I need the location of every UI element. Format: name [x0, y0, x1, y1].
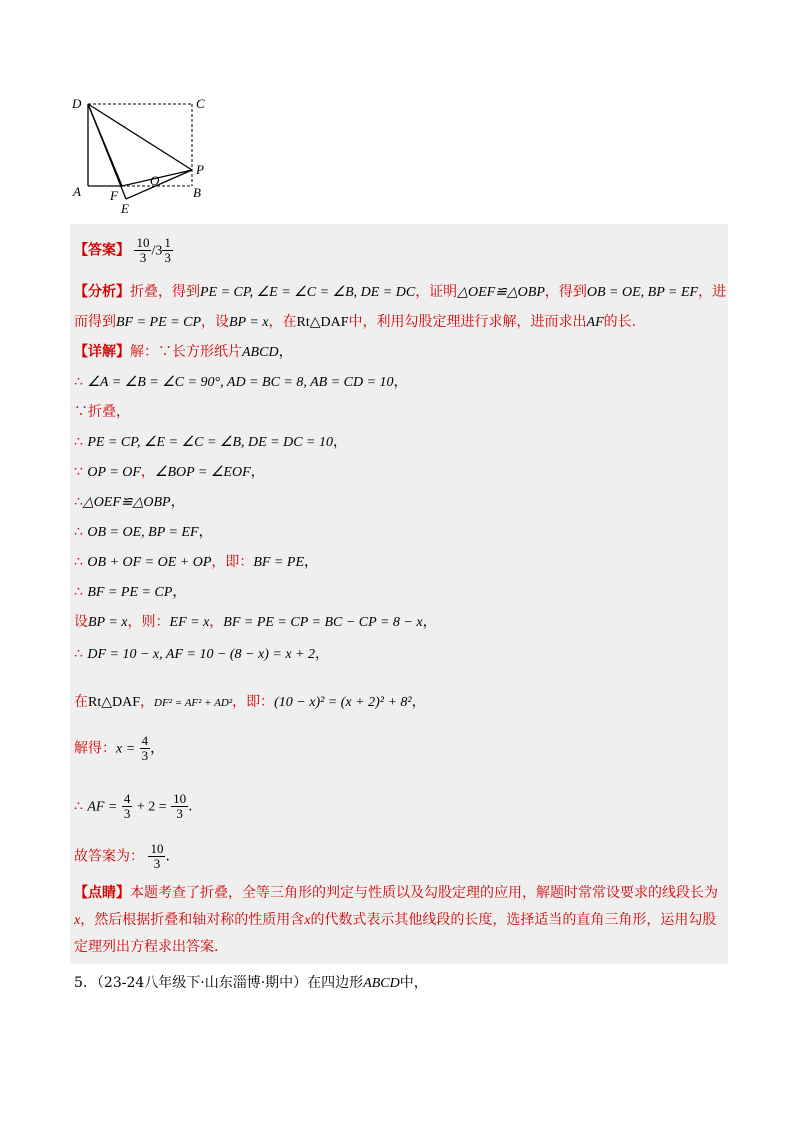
question-source: （23-24八年级下·山东淄博·期中）	[96, 975, 308, 991]
detail-line-7: ∴ OB = OE, BP = EF，	[74, 524, 213, 540]
detail-line-14: ∴ AF = $\frac{4}{3}$ + 2 = $\frac{10}{3}$ .	[74, 791, 193, 821]
detail-line-13: 解得：x = $\frac{4}{3}$ ，	[74, 733, 165, 763]
af-fraction-2: $\frac{10}{3}$	[173, 791, 187, 821]
label-d: D	[72, 96, 82, 111]
detail-line-12: 在Rt△DAF，DF² = AF² + AD²，即：(10 − x)² = (x + 2)² + 8²，	[74, 694, 426, 710]
detail-line-11: ∴ DF = 10 − x, AF = 10 − (8 − x) = x + 2，	[74, 646, 329, 662]
detail-line-2: ∴ ∠A = ∠B = ∠C = 90°, AD = BC = 8, AB = CD = 10，	[74, 374, 408, 390]
detail-line-3: ∵折叠，	[74, 404, 130, 420]
analysis-tag: 【分析】	[74, 284, 130, 300]
label-e: E	[121, 201, 129, 216]
detail-tag: 【详解】	[74, 344, 130, 360]
label-o: O	[150, 173, 160, 188]
geometry-figure	[66, 92, 216, 217]
detail-line-4: ∴ PE = CP, ∠E = ∠C = ∠B, DE = DC = 10，	[74, 434, 348, 450]
question-5: 5．（23-24八年级下·山东淄博·期中）在四边形ABCD中，	[74, 975, 428, 991]
question-number: 5．	[74, 975, 97, 991]
answer-line	[74, 236, 173, 265]
label-c: C	[196, 96, 205, 111]
answer-fraction-1: $\frac{10}{3}$	[136, 235, 150, 265]
detail-line-9: ∴ BF = PE = CP，	[74, 584, 187, 600]
analysis-line-2: 而得到BF = PE = CP，设BP = x，在Rt△DAF中，利用勾股定理进行求解，进而求出AF的长.	[74, 314, 637, 330]
label-p: P	[196, 162, 204, 177]
analysis-line-1: 【分析】折叠，得到PE = CP, ∠E = ∠C = ∠B, DE = DC，证明△OEF≌△OBP，得到OB = OE, BP = EF，进	[74, 284, 727, 300]
detail-line-10: 设BP = x，则：EF = x，BF = PE = CP = BC − CP = 8 − x，	[74, 614, 437, 630]
comment-tag: 【点睛】	[74, 885, 130, 901]
label-b: B	[193, 185, 201, 200]
folded-rectangle-diagram	[66, 92, 216, 217]
x-fraction: $\frac{4}{3}$	[141, 733, 149, 763]
segment-dp	[88, 104, 192, 170]
af-fraction-1: $\frac{4}{3}$	[123, 791, 131, 821]
answer-separator: /3	[151, 243, 163, 259]
segment-de	[88, 104, 126, 199]
detail-line-6: ∴△OEF≌△OBP，	[74, 494, 185, 510]
final-answer-fraction: $\frac{10}{3}$	[150, 841, 164, 871]
detail-line-15: 故答案为： $\frac{10}{3}$ .	[74, 841, 170, 871]
detail-line-1: 【详解】解：∵长方形纸片ABCD，	[74, 344, 293, 360]
answer-fraction-2: $\frac{1}{3}$	[164, 235, 171, 265]
answer-tag: 【答案】	[74, 242, 130, 259]
detail-line-5: ∵ OP = OF，∠BOP = ∠EOF，	[74, 464, 265, 480]
detail-line-8: ∴ OB + OF = OE + OP，即：BF = PE，	[74, 554, 319, 570]
label-f: F	[110, 188, 118, 203]
comment-paragraph: 【点睛】本题考查了折叠，全等三角形的判定与性质以及勾股定理的应用，解题时常常设要求的线段长为x，然后根据折叠和轴对称的性质用含x的代数式表示其他线段的长度，选择适当的直角三角形，运用勾股定理列出方程求出答案.	[74, 885, 718, 955]
label-a: A	[73, 184, 81, 199]
